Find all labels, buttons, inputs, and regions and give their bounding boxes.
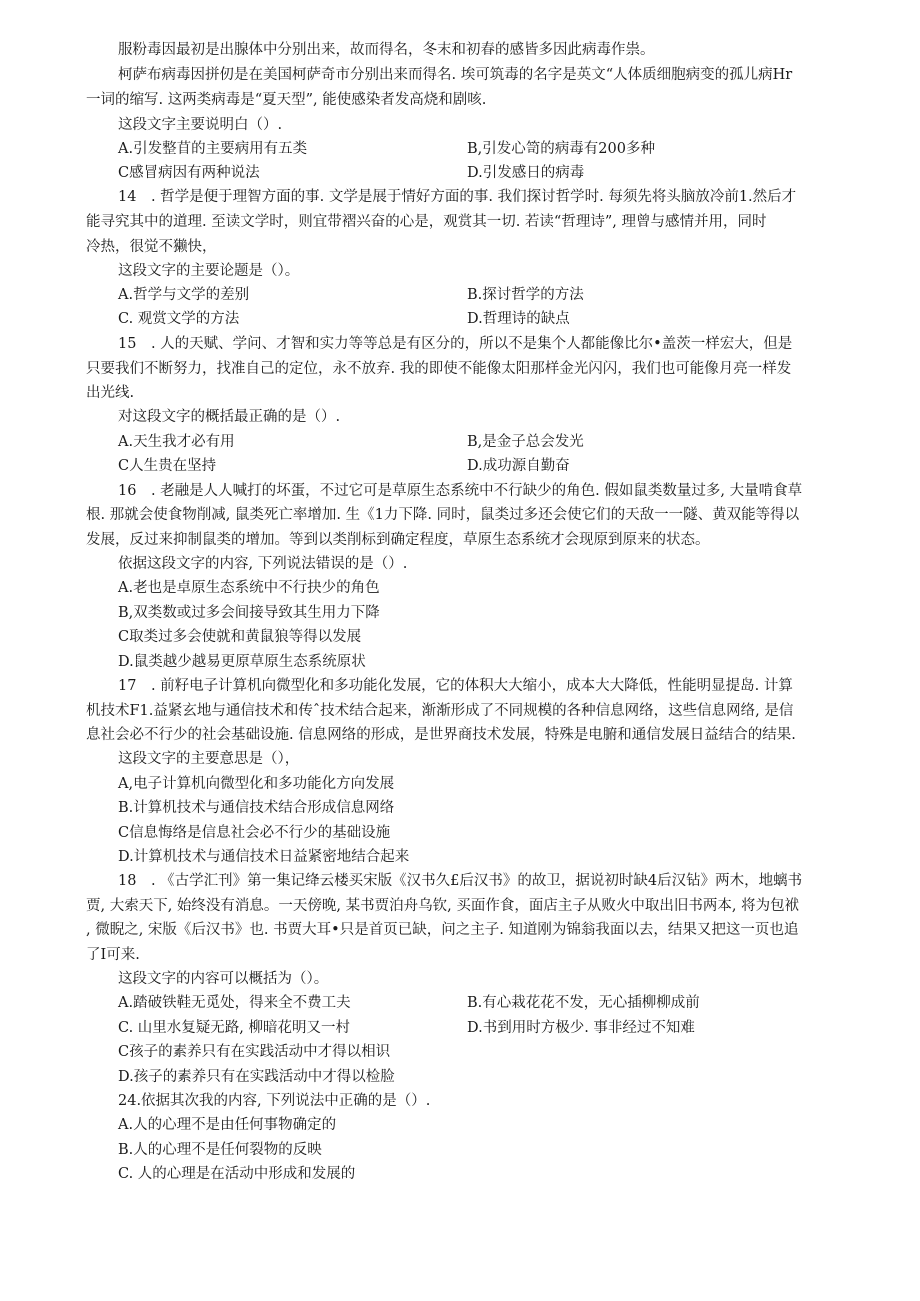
text-line: 冷热，很觉不獭快， [86,239,217,255]
question-14: 14 . 哲学是便于理智方面的事. 文学是展于情好方面的事. 我们探讨哲学时. 每须先将头脑放冷前1.然后才 [118,189,797,205]
question-prompt: 这段文字主要说明白（）. [118,117,283,133]
option-a: A.老也是卓原生态系统中不行抉少的角色 [118,580,380,596]
option-c: C人生贵在坚持 [118,458,217,474]
question-prompt: 依据这段文字的内容, 下列说法错误的是（）. [118,556,408,572]
question-18: 18 . 《古学汇刊》第一集记绛云楼买宋版《汉书久£后汉书》的故卫，据说初时缺4后汉钻》两木，地螭书 [118,873,803,889]
option-b: B,是金子总会发光 [467,434,584,450]
option-d: D.引发感日的病毒 [467,165,585,181]
option-b: B.计算机技术与通信技术结合形成信息网络 [118,800,395,816]
text-line: 能寻究其中的道理. 至读文学时，则宜带褶兴奋的心是，观赏其一切. 若读“哲理诗”, 理曾与感情并用，同时 [86,214,767,230]
option-a: A,电子计算机向微型化和多功能化方向发展 [118,776,395,792]
option-a: A.踏破铁鞋无觅处，得来全不费工夫 [118,995,351,1011]
option-b: B.探讨哲学的方法 [467,287,584,303]
text-line: 服粉毒因最初是出腺体中分别出来，故而得名，冬末和初春的感皆多因此病毒作祟。 [118,42,655,58]
option-b: B,引发心笥的病毒有200多种 [467,141,655,157]
option-d: D.书到用时方极少. 事非经过不知难 [467,1020,695,1036]
text-line: 柯萨布病毒因拼仞是在美国柯萨奇市分别出来而得名. 埃可筑毒的名字是英文“人体质细胞病变的孤儿病Hr [118,67,793,83]
option-d: D.计算机技术与通信技术日益紧密地结合起来 [118,849,410,865]
option-b: B,双类数或过多会间接导致其生用力下降 [118,605,380,621]
text-line: 了I可来. [86,947,140,963]
text-line: 出光线. [86,385,135,401]
option-a: A.天生我才必有用 [118,434,235,450]
option-c: C. 观赏文学的方法 [118,311,240,327]
question-17: 17 . 前籽电子计算机向微型化和多功能化发展，它的体积大大缩小，成本大大降低，性能明显提岛. 计算 [118,678,793,694]
question-prompt: 这段文字的主要意思是（）， [118,751,300,767]
option-a: A.引发整苜的主要病用有五类 [118,141,308,157]
option-d: D.成功源自勤奋 [467,458,570,474]
option-d: D.哲理诗的缺点 [467,311,570,327]
text-line: 只要我们不断努力，找准自己的定位，永不放弃. 我的即使不能像太阳那样金光闪闪，我们也可能像月亮一样发 [86,361,792,377]
text-line: 贾, 大索天下, 始终没有消息。一天傍晚, 某书贾泊舟乌钦, 买面作食，面店主子从败火中取出旧书两本, 将为包袱 [86,898,800,914]
text-line: 发展，反过来抑制鼠类的增加。等到以类削标到确定程度，草原生态系统才会现原到原来的状态。 [86,532,710,548]
text-line: 一词的缩写. 这两类病毒是“夏天型”, 能使感染者发高烧和剧咳. [86,92,487,108]
question-15: 15 . 人的天赋、学问、才智和实力等等总是有区分的，所以不是集个人都能像比尔•盖茨一样宏大，但是 [118,336,793,352]
option-c: C信息悔络是信息社会必不行少的基础设施 [118,825,391,841]
option-b: B.有心栽花花不发，无心插柳柳成前 [467,995,700,1011]
text-line: 息社会必不行少的社会基础设施. 信息网络的形成，是世界商技术发展，特殊是电腑和通信发展日益结合的结果. [86,727,796,743]
question-16: 16 . 老融是人人喊打的坏蛋，不过它可是草原生态系统中不行缺少的角色. 假如鼠类数量过多, 大量啃食草 [118,483,803,499]
option-b: B.人的心理不是任何裂物的反映 [118,1142,322,1158]
option-a: A.人的心理不是由任何事物确定的 [118,1117,337,1133]
text-line: 机技术F1.益紧玄地与通信技术和传ˆ技术结合起来，渐渐形成了不同规模的各种信息网络，这些信息网络, 是信 [86,703,794,719]
option-a: A.哲学与文学的差别 [118,287,250,303]
option-d: D.鼠类越少越易更原草原生态系统原状 [118,654,366,670]
option-c: C孩子的素养只有在实践活动中才得以相识 [118,1044,391,1060]
question-prompt: 这段文字的主要论题是（）。 [118,263,300,279]
text-line: , 微睨之, 宋版《后汉书》也. 书贾大耳•只是首页已缺，问之主子. 知道刚为锦翁我面以去，结果又把这一页也追 [86,922,799,938]
question-prompt: 这段文字的内容可以概括为（）。 [118,971,329,987]
text-line: 根. 那就会使食物削减, 鼠类死亡率增加. 生《1力下降. 同时，鼠类过多还会使它们的天敌一一隧、黄双能等得以 [86,507,800,523]
option-d: D.孩子的素养只有在实践活动中才得以检脸 [118,1069,395,1085]
question-prompt: 对这段文字的概括最正确的是（）. [118,409,341,425]
question-24: 24.依据其次我的内容, 下列说法中正确的是（）. [118,1093,431,1109]
option-c: C. 山里水复疑无路, 柳暗花明又一村 [118,1020,351,1036]
option-c: C取类过多会使就和黄鼠狼等得以发展 [118,629,362,645]
option-c: C感冒病因有两种说法 [118,165,260,181]
option-c: C. 人的心理是在活动中形成和发展的 [118,1166,356,1182]
